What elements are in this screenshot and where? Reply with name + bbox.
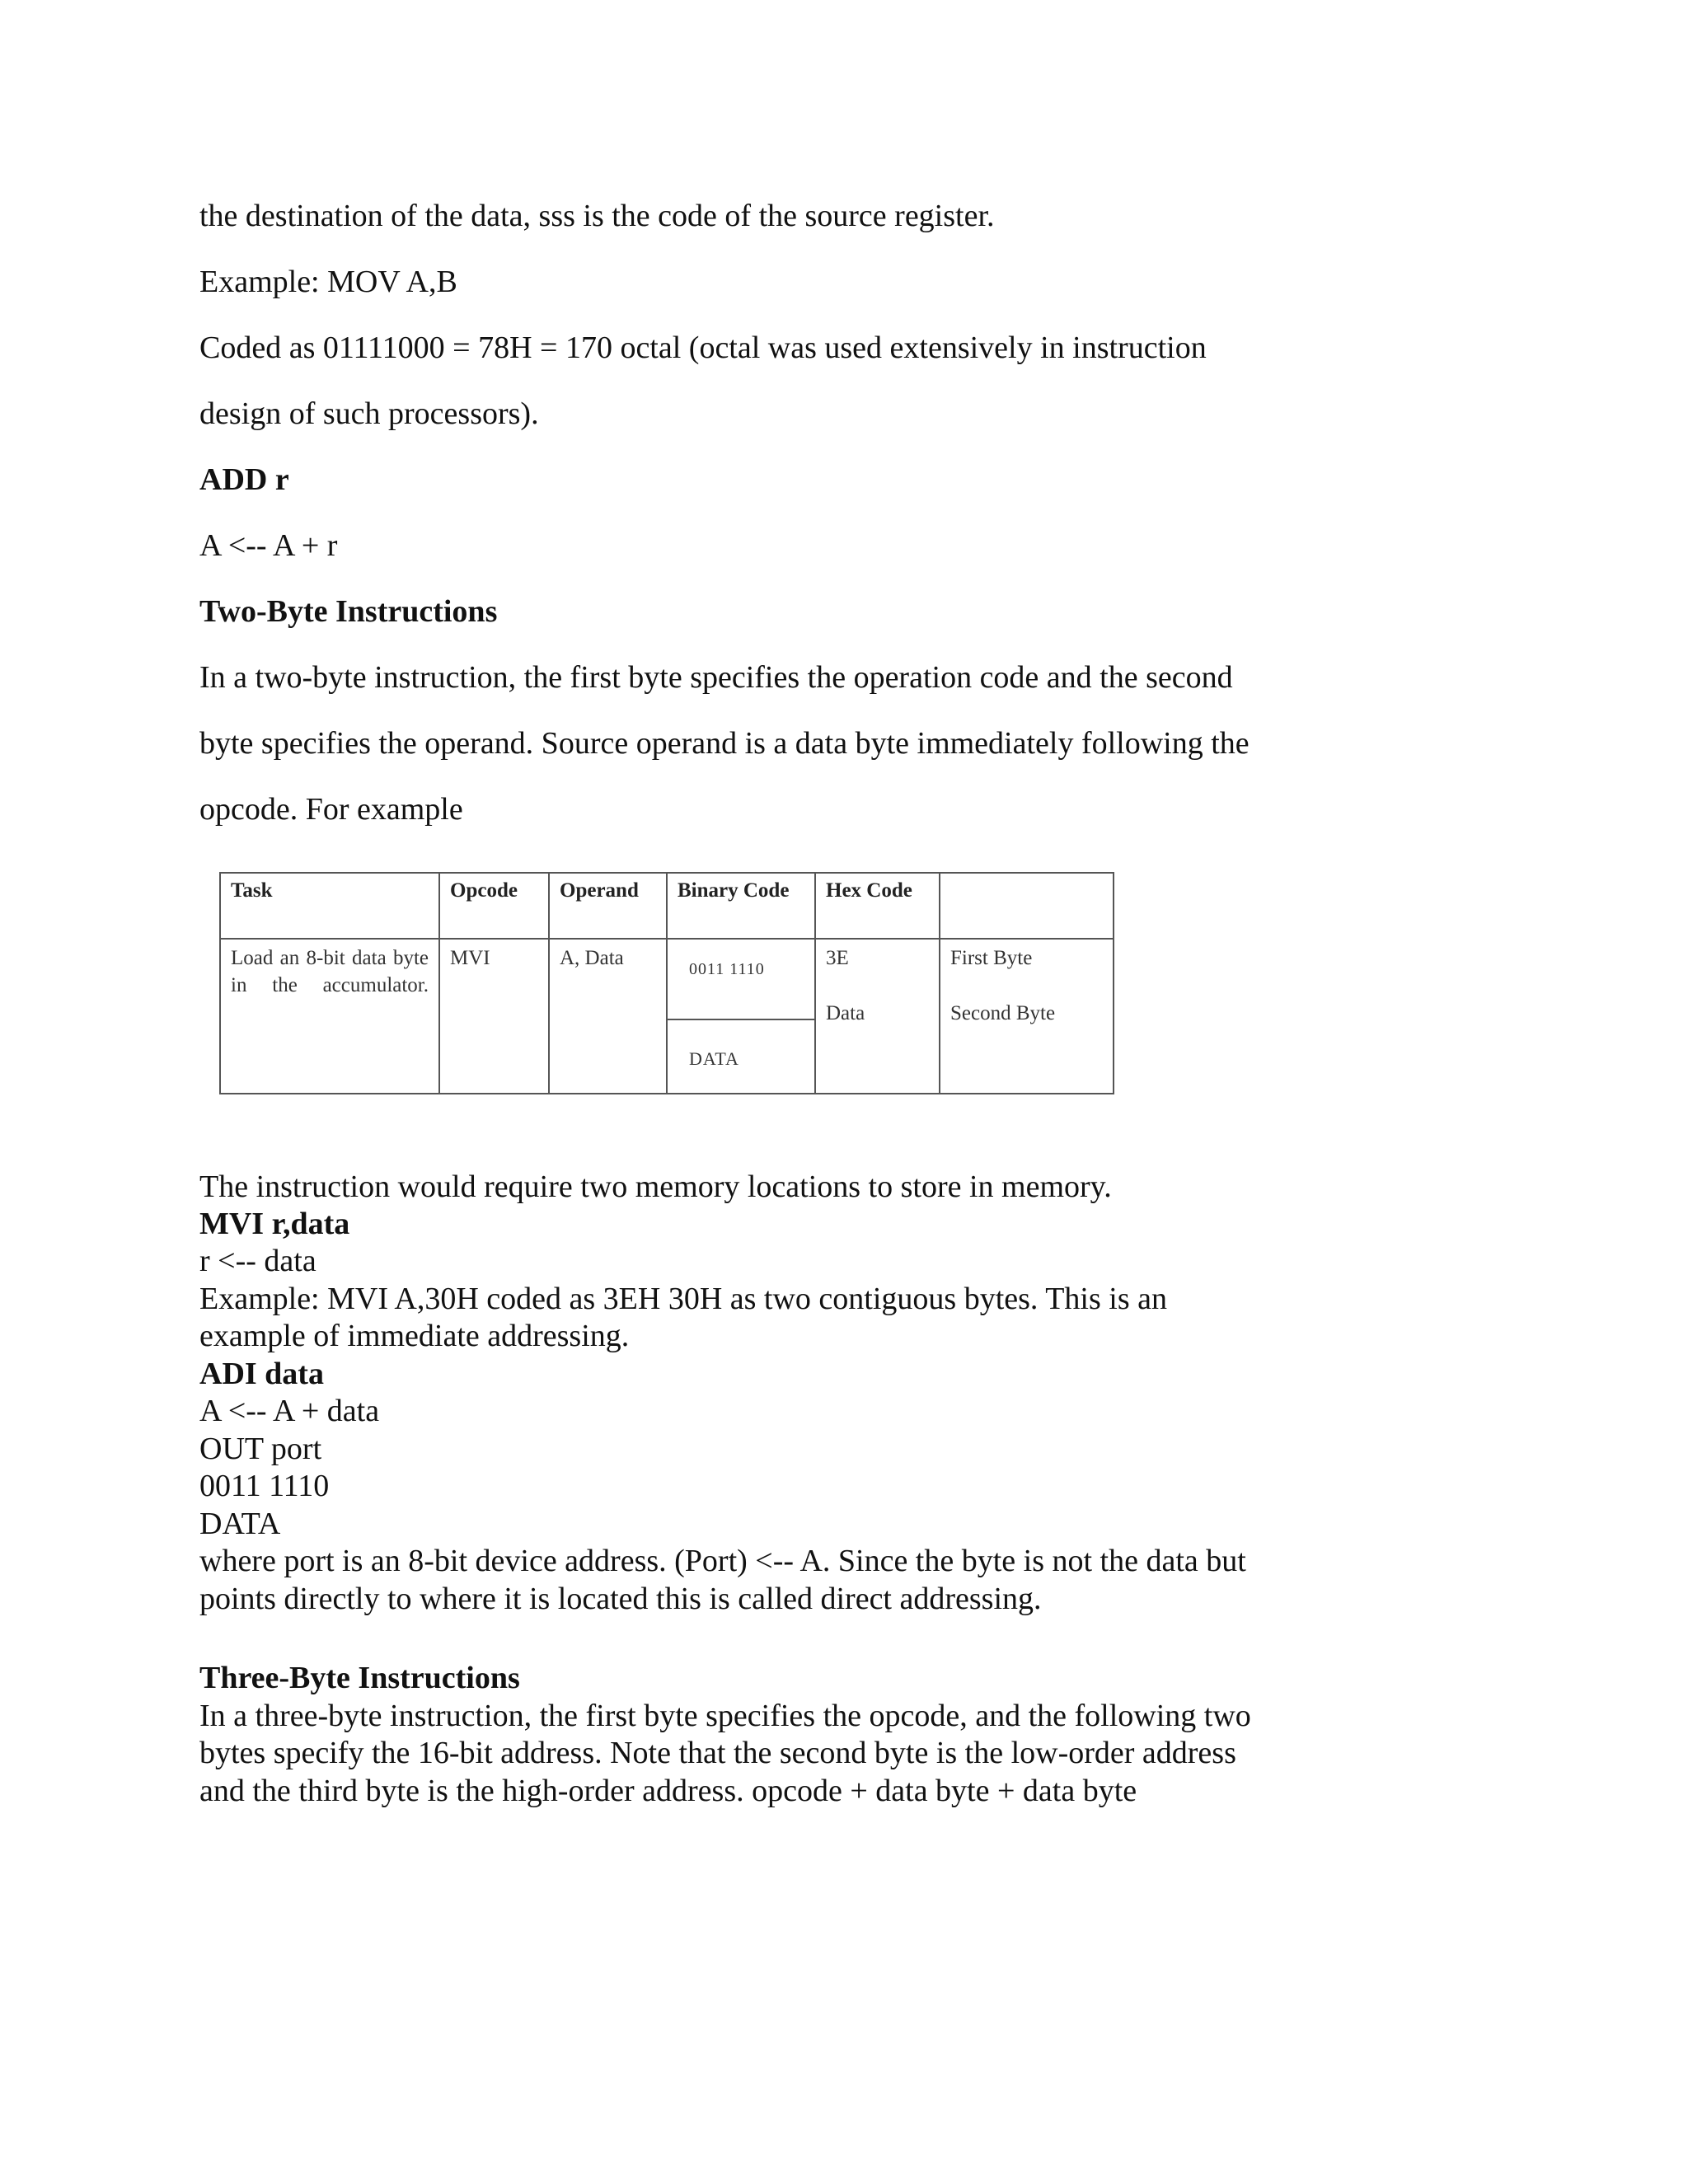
paragraph-line: byte specifies the operand. Source operand is a data byte immediately following the (199, 726, 1250, 761)
cell-operand: A, Data (549, 939, 667, 1094)
byte-second-label: Second Byte (950, 1002, 1056, 1024)
hex-first: 3E (826, 947, 849, 969)
paragraph-line: 0011 1110 (199, 1469, 330, 1503)
cell-task: Load an 8-bit data byte in the accumulator. (220, 939, 439, 1094)
cell-opcode: MVI (439, 939, 549, 1094)
paragraph-line: where port is an 8-bit device address. (Port) <-- A. Since the byte is not the data but (199, 1544, 1246, 1578)
cell-binary-code (667, 939, 815, 1094)
paragraph-line: the destination of the data, sss is the code of the source register. (199, 199, 995, 233)
paragraph-line: Coded as 01111000 = 78H = 170 octal (octal was used extensively in instruction (199, 330, 1207, 365)
paragraph-line: design of such processors). (199, 396, 539, 431)
section-heading-two-byte: Two-Byte Instructions (199, 594, 498, 629)
column-header-opcode: Opcode (439, 873, 549, 939)
binary-second-byte: DATA (689, 1048, 739, 1069)
section-heading-three-byte: Three-Byte Instructions (199, 1661, 520, 1695)
column-header-operand: Operand (549, 873, 667, 939)
paragraph-line: opcode. For example (199, 792, 463, 827)
column-header-hex-code: Hex Code (815, 873, 940, 939)
instruction-table (219, 872, 1113, 1094)
cell-byte-order (940, 939, 1114, 1094)
column-header-task: Task (220, 873, 439, 939)
paragraph-line: A <-- A + r (199, 528, 338, 563)
column-header-binary-code: Binary Code (667, 873, 815, 939)
paragraph-line: Example: MOV A,B (199, 265, 457, 299)
column-header-extra (940, 873, 1114, 939)
byte-first-label: First Byte (950, 947, 1033, 969)
section-heading-adi: ADI data (199, 1357, 324, 1391)
paragraph-line: bytes specify the 16-bit address. Note that the second byte is the low-order address (199, 1736, 1236, 1770)
paragraph-line: points directly to where it is located this is called direct addressing. (199, 1582, 1042, 1616)
paragraph-line: In a two-byte instruction, the first byte specifies the operation code and the second (199, 660, 1233, 695)
hex-second: Data (826, 1002, 865, 1024)
paragraph-line: and the third byte is the high-order address. opcode + data byte + data byte (199, 1774, 1137, 1808)
paragraph-line: In a three-byte instruction, the first byte specifies the opcode, and the following two (199, 1699, 1251, 1733)
paragraph-line: DATA (199, 1507, 281, 1541)
paragraph-line: A <-- A + data (199, 1394, 380, 1428)
cell-hex-code (815, 939, 940, 1094)
paragraph-line: OUT port (199, 1432, 322, 1466)
table-row (220, 939, 1114, 1094)
paragraph-line: Example: MVI A,30H coded as 3EH 30H as two contiguous bytes. This is an (199, 1282, 1167, 1316)
paragraph-line: The instruction would require two memory locations to store in memory. (199, 1169, 1112, 1204)
section-heading-add-r: ADD r (199, 462, 289, 497)
paragraph-line: example of immediate addressing. (199, 1319, 630, 1353)
paragraph-line: r <-- data (199, 1244, 316, 1278)
section-heading-mvi: MVI r,data (199, 1207, 350, 1241)
binary-first-byte: 0011 1110 (668, 940, 814, 1020)
table-header-row (220, 873, 1114, 939)
